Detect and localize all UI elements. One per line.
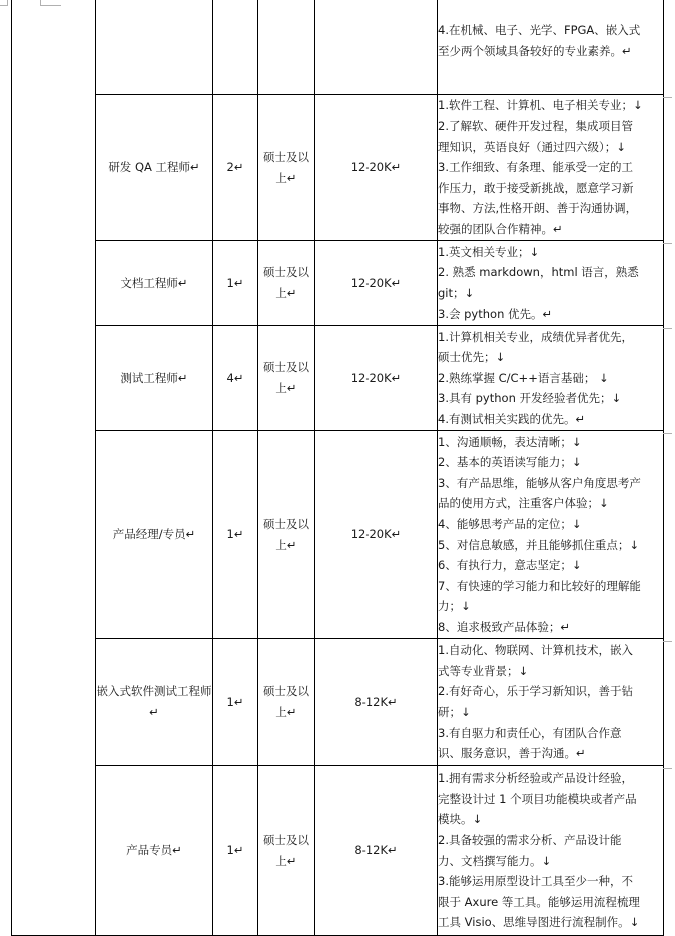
degree-text: 硕士及以上↵ (263, 516, 309, 552)
requirement-line: 4.在机械、电子、光学、FPGA、嵌入式 (438, 22, 641, 37)
requirement-line: 3.具有 python 开发经验者优先；↓ (438, 391, 622, 406)
requirements-cell (438, 326, 664, 431)
requirement-line: 2.有好奇心，乐于学习新知识，善于钻 (438, 684, 633, 699)
headcount-cell (213, 0, 258, 95)
requirements-cell (438, 431, 664, 639)
requirements-cell (438, 766, 664, 936)
salary-text: 12-20K↵ (350, 370, 402, 385)
requirement-line: 1.计算机相关专业，成绩优异者优先， (438, 329, 633, 344)
job-row (12, 639, 664, 766)
job-row (12, 241, 664, 326)
job-title-cell (96, 766, 213, 936)
requirement-line: 限于 Axure 等工具。能够运用流程梳理 (438, 894, 640, 909)
requirement-line: 作压力，敢于接受新挑战，愿意学习新 (438, 180, 634, 195)
requirement-line: 硕士优先；↓ (438, 350, 506, 365)
job-row (12, 326, 664, 431)
requirement-line: 3.会 python 优先。↵ (438, 306, 553, 321)
salary-cell (315, 326, 438, 431)
requirement-line: 力；↓ (438, 599, 471, 614)
job-title-cell (96, 0, 213, 95)
requirements-cell (438, 0, 664, 95)
degree-text: 硕士及以上↵ (263, 149, 309, 185)
requirement-line: 2.熟练掌握 C/C++语言基础； ↓ (438, 370, 609, 385)
requirement-line: 工具 Visio、思维导图进行流程制作。↓ (438, 915, 640, 930)
job-title-cell (96, 431, 213, 639)
requirement-line: 1.自动化、物联网、计算机技术，嵌入 (438, 643, 633, 658)
job-row (12, 0, 664, 95)
requirements-cell (438, 639, 664, 766)
row-end-mark (663, 243, 672, 244)
requirement-line: 1.软件工程、计算机、电子相关专业；↓ (438, 98, 643, 113)
requirement-line: 6、有执行力，意志坚定；↓ (438, 558, 582, 573)
requirement-line: 理知识，英语良好（通过四六级）；↓ (438, 139, 626, 154)
requirement-line: 模块。↓ (438, 812, 483, 827)
category-cell (12, 0, 96, 936)
row-end-mark (663, 328, 672, 329)
requirement-line: 4、能够思考产品的定位；↓ (438, 516, 582, 531)
degree-cell (258, 95, 315, 241)
degree-text: 硕士及以上↵ (263, 832, 309, 868)
row-end-mark (663, 768, 672, 769)
requirement-line: 较强的团队合作精神。↵ (438, 221, 563, 236)
job-title-cell (96, 241, 213, 326)
degree-text: 硕士及以上↵ (263, 360, 309, 395)
headcount-text: 1↵ (226, 694, 244, 709)
requirement-line: 5、对信息敏感，并且能够抓住重点；↓ (438, 537, 639, 552)
salary-cell (315, 95, 438, 241)
headcount-text: 1↵ (226, 275, 244, 290)
degree-cell (258, 431, 315, 639)
headcount-text: 2↵ (226, 160, 244, 175)
job-title-text: 产品经理/专员↵ (112, 527, 196, 542)
headcount-cell (213, 95, 258, 241)
job-row (12, 431, 664, 639)
degree-cell (258, 326, 315, 431)
degree-text: 硕士及以上↵ (263, 684, 309, 719)
requirement-line: 识、服务意识，善于沟通。↵ (438, 746, 586, 761)
job-title-text: 产品专员↵ (126, 843, 182, 858)
job-title-text: 文档工程师↵ (120, 275, 188, 290)
salary-text: 12-20K↵ (350, 275, 402, 290)
requirement-line: 式等专业背景；↓ (438, 663, 529, 678)
requirement-line: 1.英文相关专业；↓ (438, 244, 540, 259)
job-table-body (12, 0, 664, 936)
row-end-mark (663, 433, 672, 434)
salary-text: 8-12K↵ (354, 694, 398, 709)
salary-cell (315, 431, 438, 639)
degree-text: 硕士及以上↵ (263, 265, 309, 300)
requirement-line: 1.拥有需求分析经验或产品设计经验， (438, 771, 633, 786)
salary-text: 12-20K↵ (350, 160, 402, 175)
degree-cell (258, 639, 315, 766)
requirements-cell (438, 241, 664, 326)
headcount-cell (213, 241, 258, 326)
requirement-line: 4.有测试相关实践的优先。↵ (438, 411, 586, 426)
requirement-line: 至少两个领域具备较好的专业素养。↵ (438, 43, 632, 58)
job-title-cell (96, 326, 213, 431)
requirement-line: 事物、方法,性格开朗、善于沟通协调， (438, 201, 638, 216)
job-row (12, 766, 664, 936)
requirement-line: 3、有产品思维，能够从客户角度思考产 (438, 475, 641, 490)
salary-text: 8-12K↵ (354, 843, 398, 858)
page-corner-mark (0, 0, 8, 6)
headcount-text: 1↵ (226, 527, 244, 542)
requirement-line: 3.能够运用原型设计工具至少一种，不 (438, 874, 633, 889)
job-row (12, 95, 664, 241)
headcount-text: 4↵ (226, 370, 244, 385)
salary-cell (315, 241, 438, 326)
job-title-text: 嵌入式软件测试工程师↵ (96, 684, 212, 719)
requirement-line: 8、追求极致产品体验；↵ (438, 619, 570, 634)
salary-cell (315, 639, 438, 766)
job-title-text: 测试工程师↵ (120, 370, 188, 385)
headcount-cell (213, 326, 258, 431)
salary-cell (315, 0, 438, 95)
requirement-line: 2. 熟悉 markdown，html 语言，熟悉 (438, 265, 639, 280)
job-requirements-table (11, 0, 664, 936)
degree-cell (258, 241, 315, 326)
requirement-line: 3.有自驱力和责任心，有团队合作意 (438, 725, 622, 740)
requirement-line: 品的使用方式，注重客户体验；↓ (438, 496, 609, 511)
headcount-cell (213, 766, 258, 936)
job-title-text: 研发 QA 工程师↵ (108, 160, 200, 175)
requirements-cell (438, 95, 664, 241)
requirement-line: 1、沟通顺畅，表达清晰；↓ (438, 434, 582, 449)
job-title-cell (96, 639, 213, 766)
headcount-cell (213, 639, 258, 766)
headcount-text: 1↵ (226, 843, 244, 858)
requirement-line: 完整设计过 1 个项目功能模块或者产品 (438, 791, 637, 806)
salary-text: 12-20K↵ (350, 527, 402, 542)
requirement-line: 2.了解软、硬件开发过程，集成项目管 (438, 119, 633, 134)
degree-cell (258, 0, 315, 95)
salary-cell (315, 766, 438, 936)
requirement-line: 研；↓ (438, 705, 471, 719)
job-title-cell (96, 95, 213, 241)
requirement-line: git；↓ (438, 286, 475, 300)
degree-cell (258, 766, 315, 936)
requirement-line: 2.具备较强的需求分析、产品设计能 (438, 832, 622, 847)
requirement-line: 2、基本的英语读写能力；↓ (438, 455, 582, 470)
requirement-line: 力、文档撰写能力。↓ (438, 853, 552, 868)
row-end-mark (663, 97, 672, 98)
requirement-line: 3.工作细致、有条理、能承受一定的工 (438, 160, 633, 175)
row-end-mark (663, 641, 672, 642)
headcount-cell (213, 431, 258, 639)
requirement-line: 7、有快速的学习能力和比较好的理解能 (438, 578, 641, 593)
